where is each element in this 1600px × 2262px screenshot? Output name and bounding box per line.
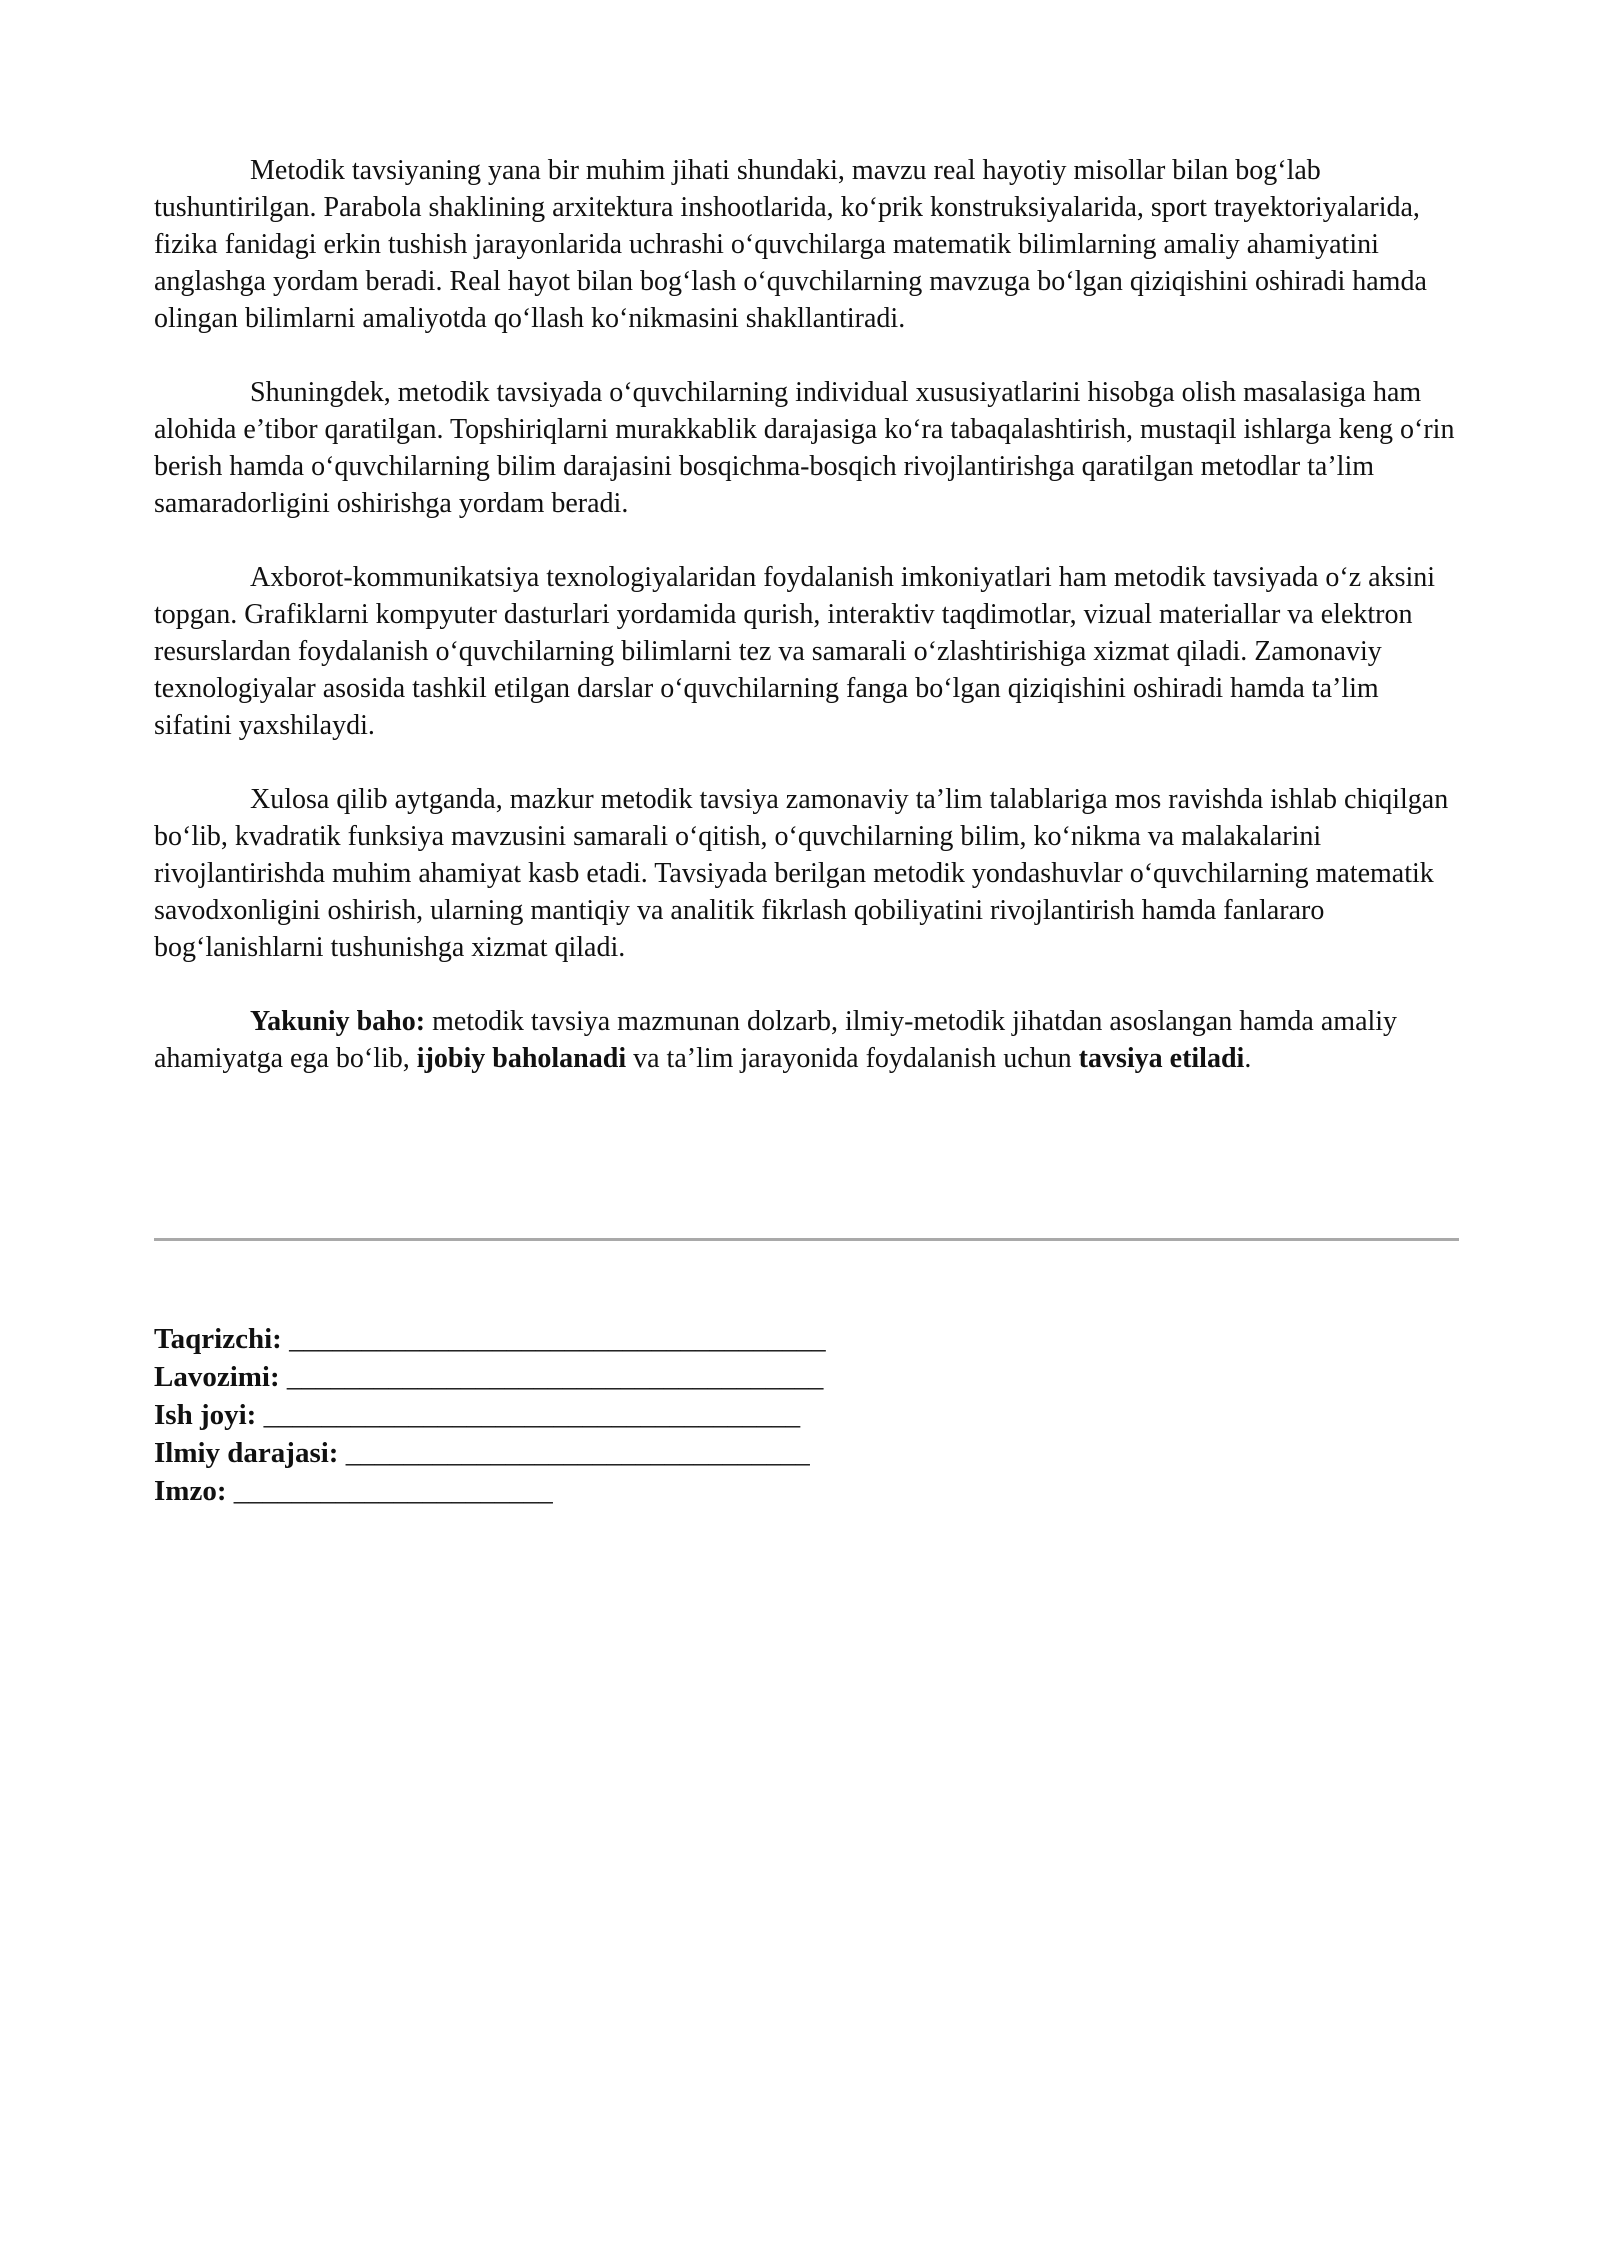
paragraph-real-life-examples: Metodik tavsiyaning yana bir muhim jihati shundaki, mavzu real hayotiy misollar bilan bog‘lab tushuntirilgan. Parabola shaklining arxitektura inshootlarida, ko‘prik konstruksiyalarida, sport trayektoriyalarida, fizika fanidagi erkin tushish jarayonlarida uchrashi o‘quvchilarga matematik bilimlarning amaliy ahamiyatini anglashga yordam beradi. Real hayot bilan bog‘lash o‘quvchilarning mavzuga bo‘lgan qiziqishini oshiradi hamda olingan bilimlarni amaliyotda qo‘llash ko‘nikmasini shakllantiradi. (154, 155, 1427, 334)
final-assessment-recommended: tavsiya etiladi (1078, 1043, 1245, 1074)
academic-degree-blank: ________________________________ (345, 1437, 810, 1469)
workplace-label: Ish joyi: (154, 1399, 257, 1431)
paragraph-conclusion: Xulosa qilib aytganda, mazkur metodik tavsiya zamonaviy ta’lim talablariga mos ravishda ishlab chiqilgan bo‘lib, kvadratik funksiya mavzusini samarali o‘qitish, o‘quvchilarning bilim, ko‘nikma va malakalarini rivojlantirishda muhim ahamiyat kasb etadi. Tavsiyada berilgan metodik yondashuvlar o‘quvchilarning matematik savodxonligini oshirish, ularning mantiqiy va analitik fikrlash qobiliyatini rivojlantirish hamda fanlararo bog‘lanishlarni tushunishga xizmat qiladi. (154, 784, 1449, 963)
position-blank: _____________________________________ (286, 1361, 824, 1393)
position-line (154, 1358, 1054, 1396)
reviewer-line (154, 1320, 1054, 1358)
paragraph-ict-usage: Axborot-kommunikatsiya texnologiyalaridan foydalanish imkoniyatlari ham metodik tavsiyada o‘z aksini topgan. Grafiklarni kompyuter dasturlari yordamida qurish, interaktiv taqdimotlar, vizual materiallar va elektron resurslardan foydalanish o‘quvchilarning bilimlarni tez va samarali o‘zlashtirishiga xizmat qiladi. Zamonaviy texnologiyalar asosida tashkil etilgan darslar o‘quvchilarning fanga bo‘lgan qiziqishini oshiradi hamda ta’lim sifatini yaxshilaydi. (154, 562, 1436, 741)
final-assessment-positive: ijobiy baholanadi (416, 1043, 627, 1074)
final-assessment-text-2: va ta’lim jarayonida foydalanish uchun (626, 1043, 1079, 1074)
reviewer-blank: _____________________________________ (289, 1323, 826, 1355)
signature-block (154, 1320, 1054, 1510)
paragraph-individual-features: Shuningdek, metodik tavsiyada o‘quvchilarning individual xususiyatlarini hisobga olish masalasiga ham alohida e’tibor qaratilgan. Topshiriqlarni murakkablik darajasiga ko‘ra tabaqalashtirish, mustaqil ishlarga keng o‘rin berish hamda o‘quvchilarning bilim darajasini bosqichma-bosqich rivojlantirishga qaratilgan metodlar ta’lim samaradorligini oshirishga yordam beradi. (154, 377, 1455, 519)
section-divider (154, 1238, 1459, 1241)
document-body (154, 152, 1459, 1114)
academic-degree-label: Ilmiy darajasi: (154, 1437, 339, 1469)
final-assessment-end: . (1244, 1043, 1252, 1074)
position-label: Lavozimi: (154, 1361, 280, 1393)
signature-label: Imzo: (154, 1475, 227, 1507)
signature-blank: ______________________ (233, 1475, 553, 1507)
signature-line (154, 1472, 1054, 1510)
final-assessment-label: Yakuniy baho: (250, 1006, 426, 1037)
workplace-blank: _____________________________________ (263, 1399, 801, 1431)
academic-degree-line (154, 1434, 1054, 1472)
final-assessment-text-1: metodik tavsiya mazmunan dolzarb, ilmiy-metodik jihatdan asoslangan hamda amaliy ahamiyatga ega bo‘lib, (154, 1006, 1398, 1074)
reviewer-label: Taqrizchi: (154, 1323, 282, 1355)
paragraph-final-assessment (154, 1003, 1459, 1077)
workplace-line (154, 1396, 1054, 1434)
